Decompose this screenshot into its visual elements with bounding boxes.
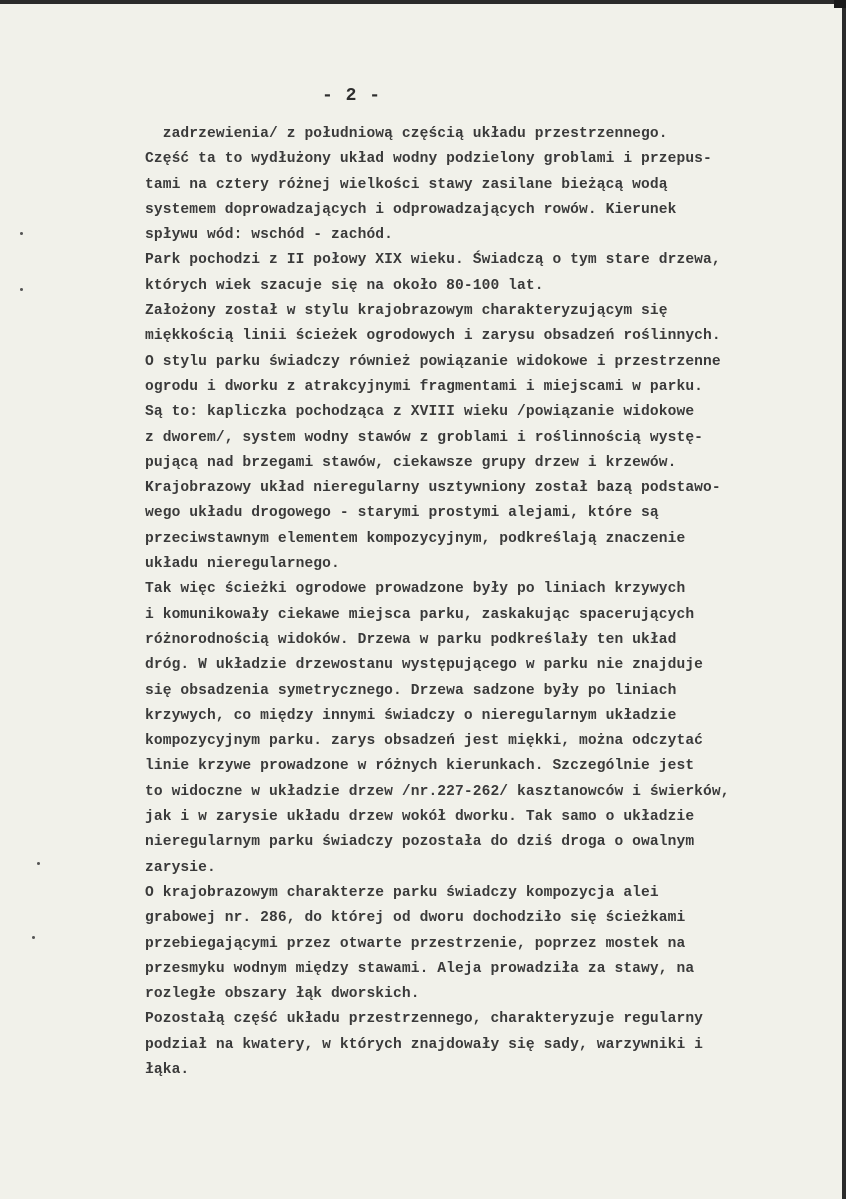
- text-line: różnorodnością widoków. Drzewa w parku podkreślały ten układ: [145, 631, 677, 648]
- text-line: Krajobrazowy układ nieregularny usztywniony został bazą podstawo-: [145, 480, 721, 497]
- text-line: kompozycyjnym parku. zarys obsadzeń jest miękki, można odczytać: [145, 733, 704, 750]
- text-line: zarysie.: [145, 859, 216, 876]
- punch-mark: [37, 862, 40, 865]
- text-line: rozległe obszary łąk dworskich.: [145, 986, 420, 1003]
- page-number: - 2 -: [322, 86, 382, 106]
- scan-edge-top: [0, 0, 846, 4]
- text-line: miękkością linii ścieżek ogrodowych i zarysu obsadzeń roślinnych.: [145, 328, 721, 345]
- text-line: Park pochodzi z II połowy XIX wieku. Świadczą o tym stare drzewa,: [145, 252, 721, 269]
- text-line: się obsadzenia symetrycznego. Drzewa sadzone były po liniach: [145, 682, 677, 699]
- text-line: Część ta to wydłużony układ wodny podzielony groblami i przepus-: [145, 151, 712, 168]
- punch-mark: [32, 936, 35, 939]
- text-line: Są to: kapliczka pochodząca z XVIII wieku /powiązanie widokowe: [145, 404, 695, 421]
- text-line: których wiek szacuje się na około 80-100 lat.: [145, 277, 544, 294]
- text-line: Założony został w stylu krajobrazowym charakteryzującym się: [145, 303, 668, 320]
- text-line: przeciwstawnym elementem kompozycyjnym, podkreślają znaczenie: [145, 530, 686, 547]
- text-line: Pozostałą część układu przestrzennego, charakteryzuje regularny: [145, 1011, 704, 1028]
- text-line: nieregularnym parku świadczy pozostała do dziś droga o owalnym: [145, 834, 695, 851]
- document-body: [145, 122, 825, 1083]
- scan-corner-mark: [834, 0, 846, 8]
- text-line: przesmyku wodnym między stawami. Aleja prowadziła za stawy, na: [145, 960, 695, 977]
- text-line: wego układu drogowego - starymi prostymi alejami, które są: [145, 505, 659, 522]
- scan-edge-right: [842, 0, 846, 1199]
- text-line: i komunikowały ciekawe miejsca parku, zaskakując spacerujących: [145, 606, 695, 623]
- text-line: O krajobrazowym charakterze parku świadczy kompozycja alei: [145, 884, 659, 901]
- punch-mark: [20, 232, 23, 235]
- text-line: dróg. W układzie drzewostanu występującego w parku nie znajduje: [145, 657, 704, 674]
- text-line: zadrzewienia/ z południową częścią układu przestrzennego.: [145, 126, 668, 142]
- text-line: systemem doprowadzających i odprowadzających rowów. Kierunek: [145, 201, 677, 218]
- text-line: jak i w zarysie układu drzew wokół dworku. Tak samo o układzie: [145, 809, 695, 826]
- text-line: Tak więc ścieżki ogrodowe prowadzone były po liniach krzywych: [145, 581, 686, 598]
- text-line: krzywych, co między innymi świadczy o nieregularnym układzie: [145, 707, 677, 724]
- text-line: spływu wód: wschód - zachód.: [145, 227, 394, 244]
- text-line: łąka.: [145, 1061, 190, 1078]
- text-line: O stylu parku świadczy również powiązanie widokowe i przestrzenne: [145, 353, 721, 370]
- text-line: układu nieregularnego.: [145, 556, 340, 573]
- text-line: tami na cztery różnej wielkości stawy zasilane bieżącą wodą: [145, 176, 668, 193]
- punch-mark: [20, 288, 23, 291]
- text-line: ogrodu i dworku z atrakcyjnymi fragmentami i miejscami w parku.: [145, 378, 704, 395]
- text-line: podział na kwatery, w których znajdowały się sady, warzywniki i: [145, 1036, 704, 1053]
- text-line: grabowej nr. 286, do której od dworu dochodziło się ścieżkami: [145, 910, 686, 927]
- text-line: z dworem/, system wodny stawów z groblami i roślinnością wystę-: [145, 429, 704, 446]
- text-line: przebiegającymi przez otwarte przestrzenie, poprzez mostek na: [145, 935, 686, 952]
- text-line: linie krzywe prowadzone w różnych kierunkach. Szczególnie jest: [145, 758, 695, 775]
- text-line: pującą nad brzegami stawów, ciekawsze grupy drzew i krzewów.: [145, 454, 677, 471]
- text-line: to widoczne w układzie drzew /nr.227-262/ kasztanowców i świerków,: [145, 783, 730, 800]
